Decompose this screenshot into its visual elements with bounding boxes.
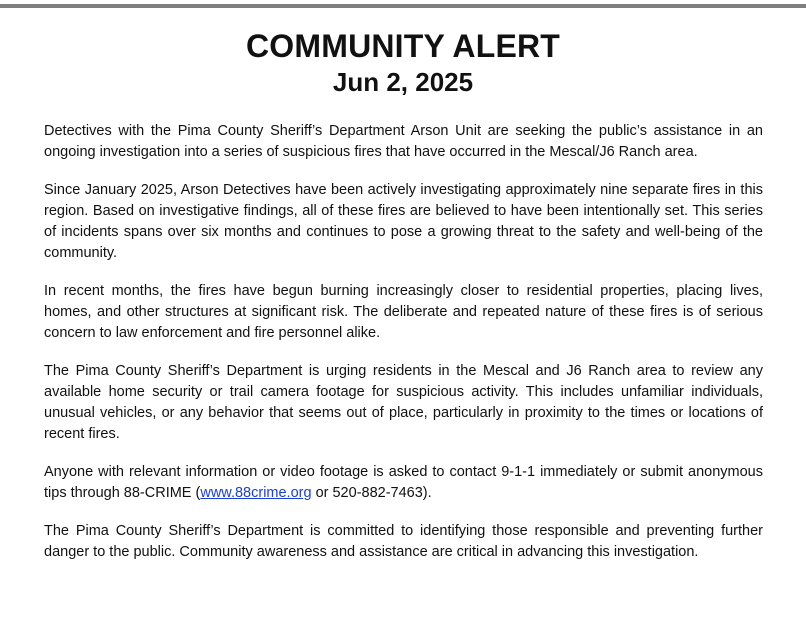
paragraph-investigation: Since January 2025, Arson Detectives have been actively investigating approximately nine separate fires in this region. Based on investigative findings, all of these fires are believed to have been intentionally set. This series of incidents spans over six months and continues to pose a growing threat to the safety and well-being of the community. [44, 182, 763, 261]
contact-text-before: Anyone with relevant information or video footage is asked to contact 9-1-1 immediately or submit anonymous tips through 88-CRIME ( [44, 464, 763, 501]
paragraph-contact [44, 462, 763, 504]
88crime-link[interactable]: www.88crime.org [200, 485, 312, 501]
paragraph-closing: The Pima County Sheriff’s Department is committed to identifying those responsible and preventing further danger to the public. Community awareness and assistance are critical in advancing this investigation. [44, 523, 763, 560]
top-divider [0, 4, 806, 8]
paragraph-risk: In recent months, the fires have begun burning increasingly closer to residential properties, placing lives, homes, and other structures at significant risk. The deliberate and repeated nature of these fires is of serious concern to law enforcement and fire personnel alike. [44, 283, 763, 341]
alert-header [0, 27, 806, 97]
alert-title: COMMUNITY ALERT [245, 28, 561, 64]
alert-body [44, 121, 763, 580]
contact-text-after: or 520-882-7463). [311, 485, 432, 501]
paragraph-intro: Detectives with the Pima County Sheriff’s Department Arson Unit are seeking the public’s assistance in an ongoing investigation into a series of suspicious fires that have occurred in the Mescal/J6 Ranch area. [44, 123, 763, 160]
alert-date: Jun 2, 2025 [332, 67, 474, 97]
paragraph-request: The Pima County Sheriff’s Department is urging residents in the Mescal and J6 Ranch area to review any available home security or trail camera footage for suspicious activity. This includes unfamiliar individuals, unusual vehicles, or any behavior that seems out of place, particularly in proximity to the times or locations of recent fires. [44, 363, 763, 442]
